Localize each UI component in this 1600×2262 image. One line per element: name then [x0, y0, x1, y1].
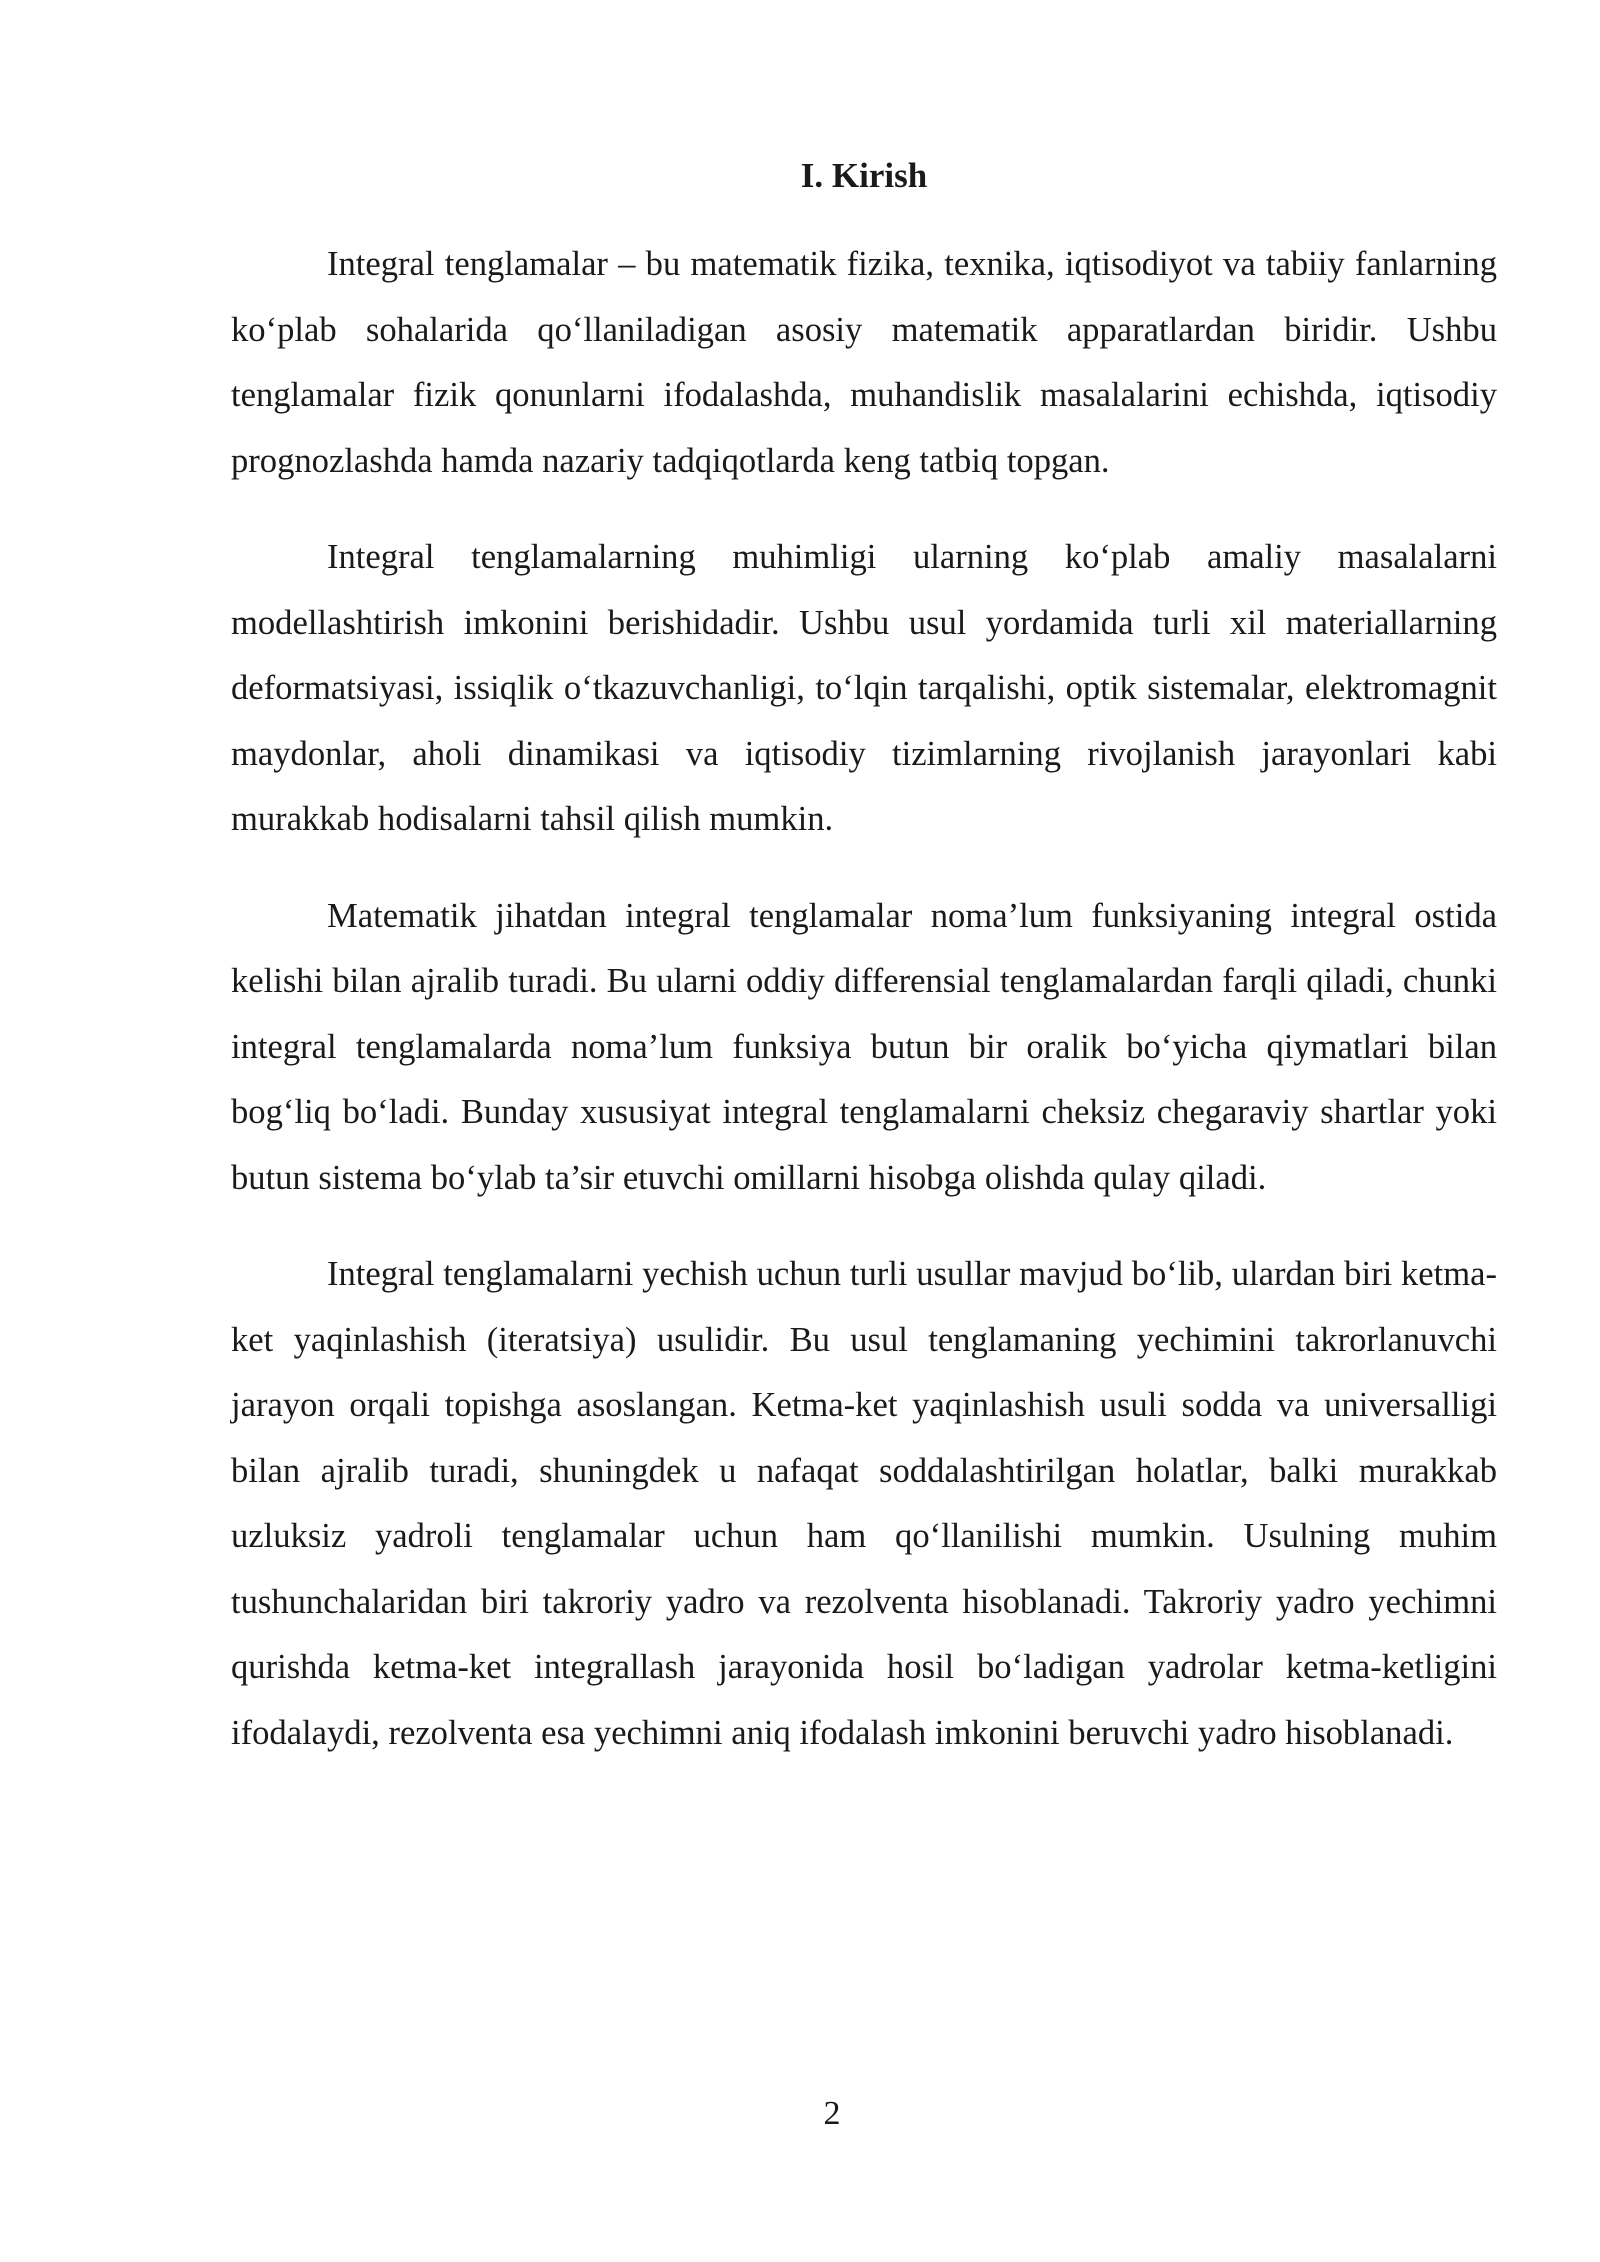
- paragraph-2: Integral tenglamalarning muhimligi ularning ko‘plab amaliy masalalarni modellashtirish imkonini berishidadir. Ushbu usul yordamida turli xil materiallarning deformatsiyasi, issiqlik o‘tkazuvchanligi, to‘lqin tarqalishi, optik sistemalar, elektromagnit maydonlar, aholi dinamikasi va iqtisodiy tizimlarning rivojlanish jarayonlari kabi murakkab hodisalarni tahsil qilish mumkin.: [231, 538, 1497, 838]
- section-title: I. Kirish: [800, 156, 928, 195]
- paragraph-4: Integral tenglamalarni yechish uchun turli usullar mavjud bo‘lib, ulardan biri ketma-ket yaqinlashish (iteratsiya) usulidir. Bu usul tenglamaning yechimini takrorlanuvchi jarayon orqali topishga asoslangan. Ketma-ket yaqinlashish usuli sodda va universalligi bilan ajralib turadi, shuningdek u nafaqat soddalashtirilgan holatlar, balki murakkab uzluksiz yadroli tenglamalar uchun ham qo‘llanilishi mumkin. Usulning muhim tushunchalaridan biri takroriy yadro va rezolventa hisoblanadi. Takroriy yadro yechimni qurishda ketma-ket integrallash jarayonida hosil bo‘ladigan yadrolar ketma-ketligini ifodalaydi, rezolventa esa yechimni aniq ifodalash imkonini beruvchi yadro hisoblanadi.: [231, 1255, 1497, 1752]
- paragraph-1: Integral tenglamalar – bu matematik fizika, texnika, iqtisodiyot va tabiiy fanlarning ko‘plab sohalarida qo‘llaniladigan asosiy matematik apparatlardan biridir. Ushbu tenglamalar fizik qonunlarni ifodalashda, muhandislik masalalarini echishda, iqtisodiy prognozlashda hamda nazariy tadqiqotlarda keng tatbiq topgan.: [231, 245, 1497, 480]
- page-content: [231, 150, 1497, 1797]
- page-number: 2: [823, 2095, 841, 2132]
- paragraph-3: Matematik jihatdan integral tenglamalar noma’lum funksiyaning integral ostida kelishi bilan ajralib turadi. Bu ularni oddiy differensial tenglamalardan farqli qiladi, chunki integral tenglamalarda noma’lum funksiya butun bir oralik bo‘yicha qiymatlari bilan bog‘liq bo‘ladi. Bunday xususiyat integral tenglamalarni cheksiz chegaraviy shartlar yoki butun sistema bo‘ylab ta’sir etuvchi omillarni hisobga olishda qulay qiladi.: [231, 896, 1497, 1197]
